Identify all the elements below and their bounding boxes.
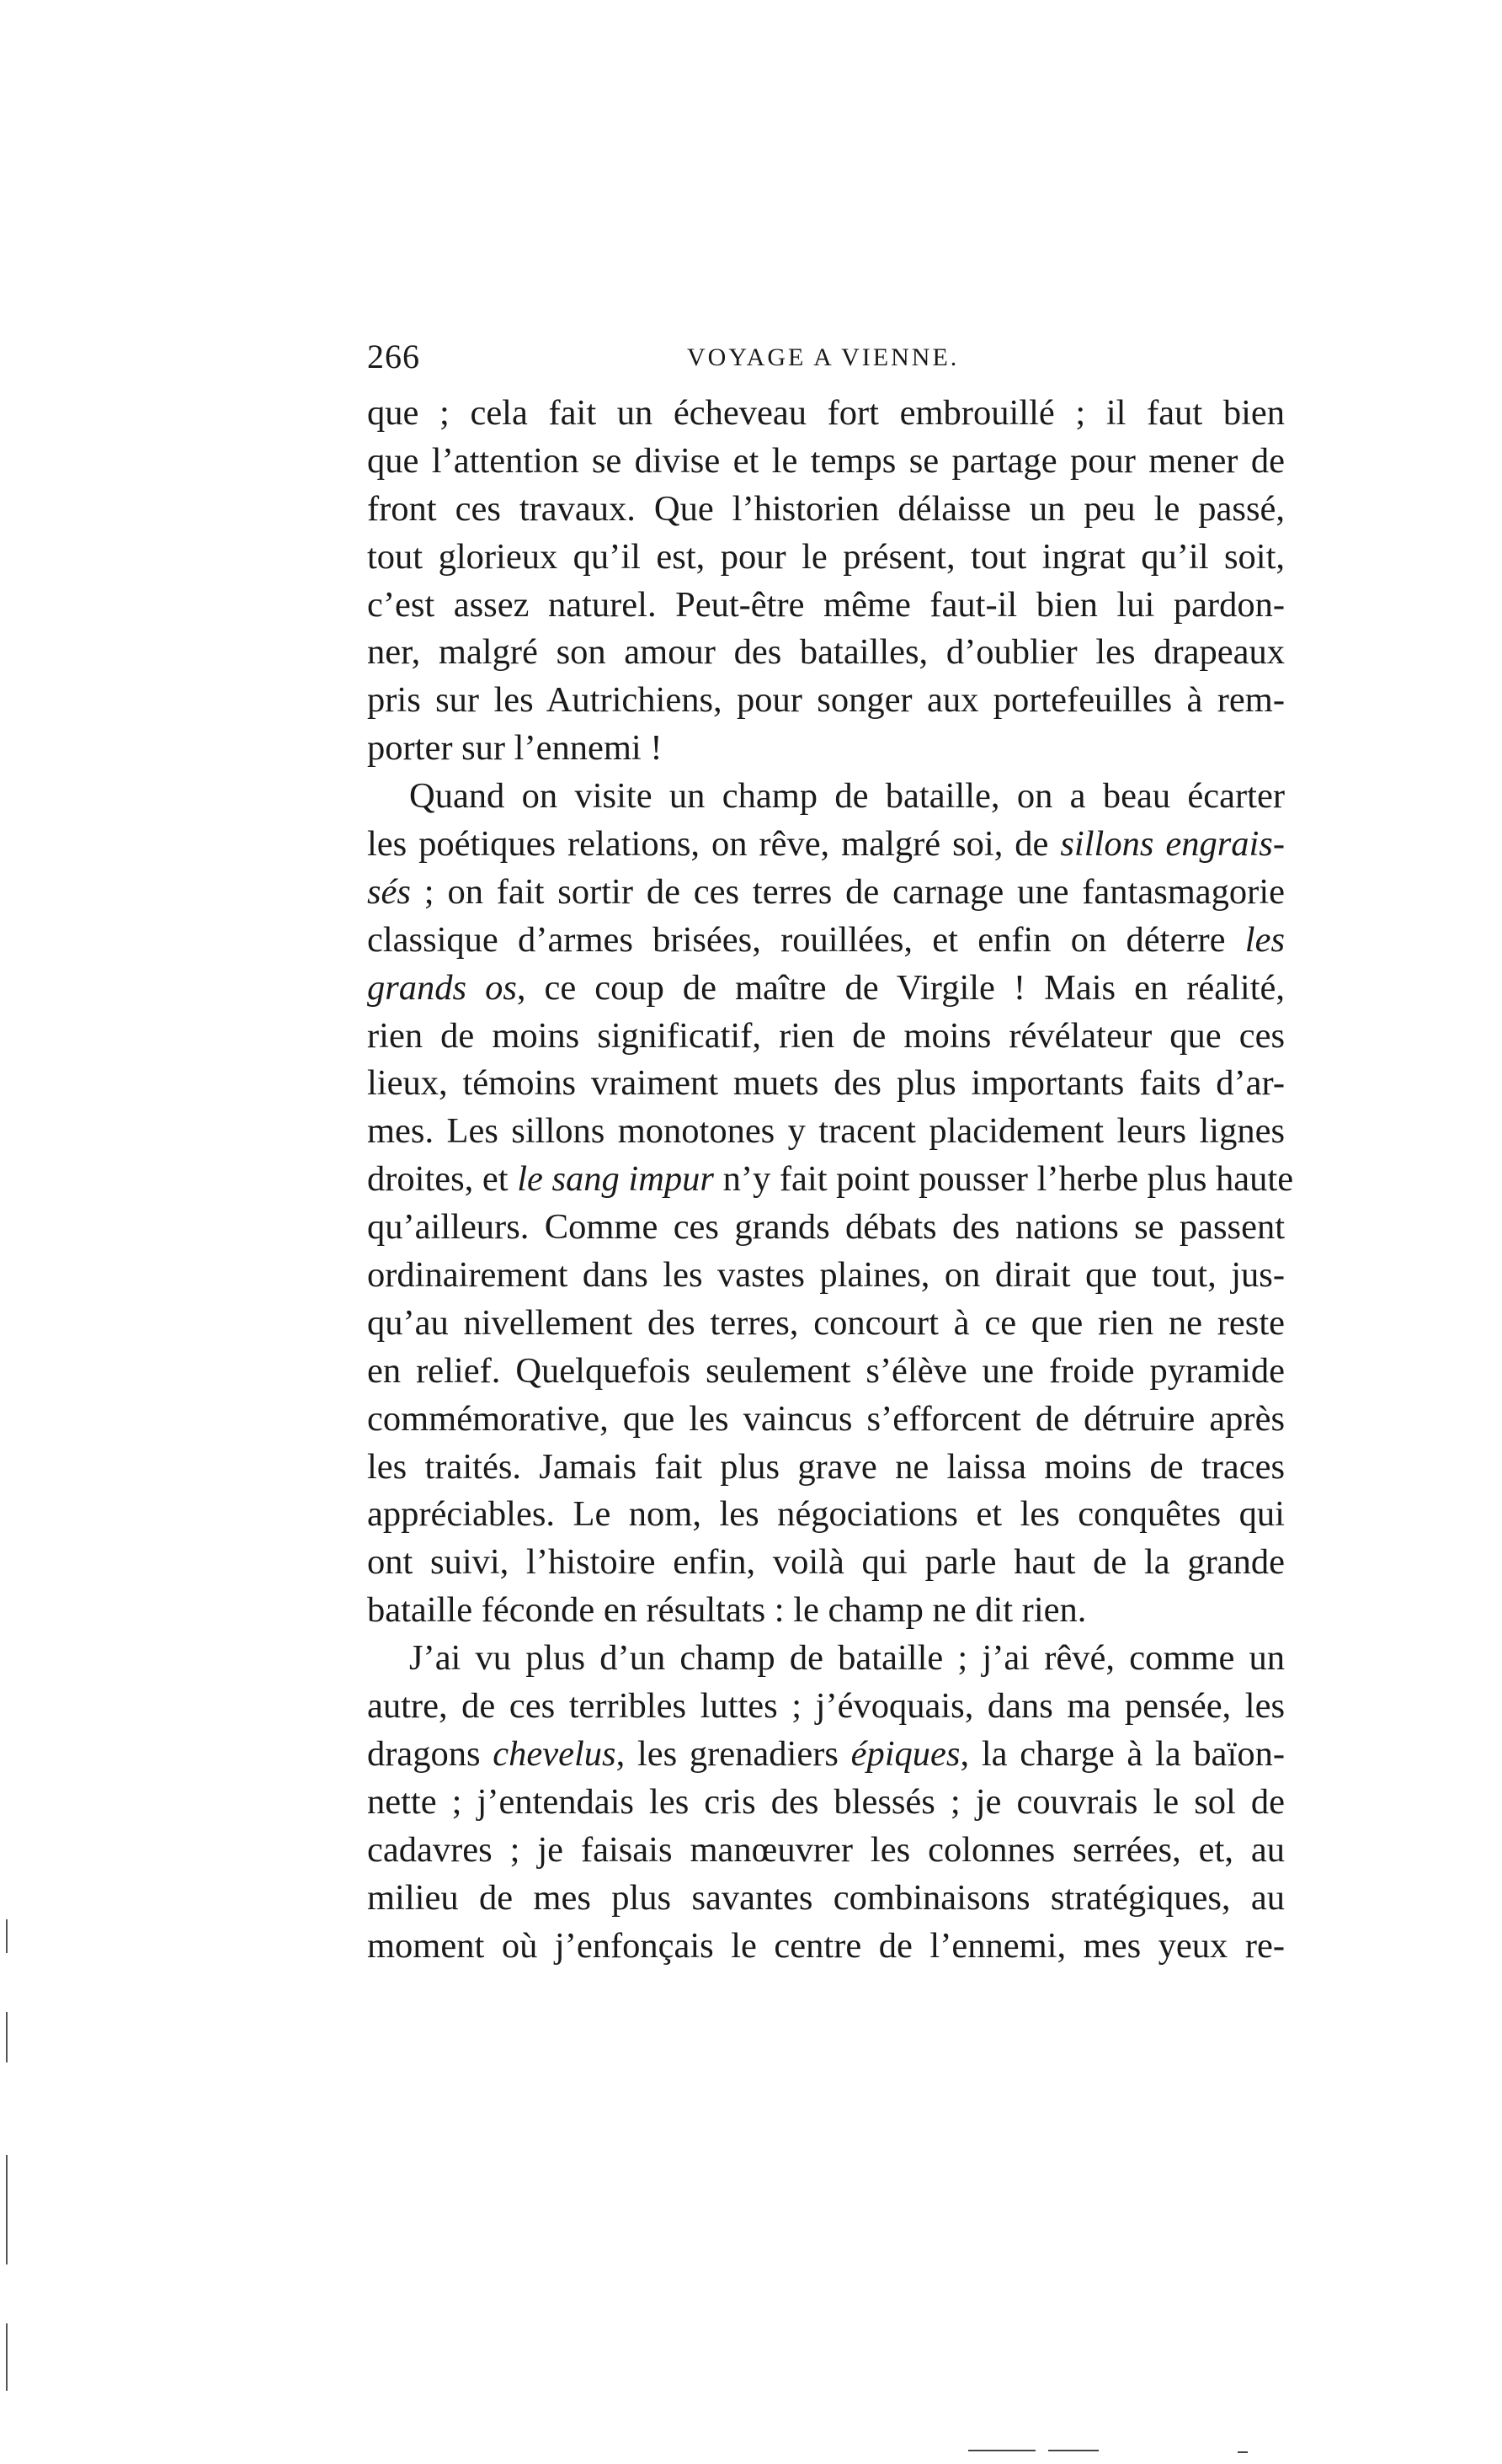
scan-margin-mark — [6, 2155, 8, 2264]
text-line: J’ai vu plus d’un champ de bataille ; j’ai rêvé, comme un — [409, 1638, 1285, 1679]
text-line: appréciables. Le nom, les négociations et les conquêtes qui — [367, 1494, 1285, 1535]
body-text — [367, 390, 1294, 1970]
running-title: VOYAGE A VIENNE. — [687, 343, 960, 371]
text-line: lieux, témoins vraiment muets des plus importants faits d’ar- — [367, 1063, 1285, 1104]
page-header — [367, 337, 1285, 384]
text-line: que l’attention se divise et le temps se partage pour mener de — [367, 440, 1285, 481]
text-line: sés ; on fait sortir de ces terres de carnage une fantasmagorie — [367, 871, 1285, 912]
text-line: ordinairement dans les vastes plaines, on dirait que tout, jus- — [367, 1255, 1285, 1296]
scan-bottom-rule — [1048, 2450, 1099, 2451]
scan-margin-mark — [6, 2012, 8, 2062]
text-line: front ces travaux. Que l’historien délaisse un peu le passé, — [367, 488, 1285, 529]
page-number: 266 — [367, 338, 420, 375]
text-line: commémorative, que les vaincus s’efforcent de détruire après — [367, 1398, 1285, 1439]
text-line: pris sur les Autrichiens, pour songer aux portefeuilles à rem- — [367, 680, 1285, 721]
text-line: milieu de mes plus savantes combinaisons stratégiques, au — [367, 1877, 1285, 1918]
text-line: dragons chevelus, les grenadiers épiques, la charge à la baïon- — [367, 1733, 1285, 1774]
text-line: que ; cela fait un écheveau fort embrouillé ; il faut bien — [367, 393, 1285, 433]
text-line: porter sur l’ennemi ! — [367, 728, 663, 769]
text-line: les traités. Jamais fait plus grave ne laissa moins de traces — [367, 1446, 1285, 1487]
text-line: Quand on visite un champ de bataille, on a beau écarter — [409, 776, 1285, 817]
text-line: qu’au nivellement des terres, concourt à ce que rien ne reste — [367, 1302, 1285, 1343]
text-line: les poétiques relations, on rêve, malgré soi, de sillons engrais- — [367, 824, 1285, 865]
text-line: ont suivi, l’histoire enfin, voilà qui parle haut de la grande — [367, 1542, 1285, 1583]
scan-margin-mark — [6, 1919, 8, 1953]
scan-margin-mark — [6, 2323, 8, 2391]
text-line: rien de moins significatif, rien de moins révélateur que ces — [367, 1015, 1285, 1056]
text-line: classique d’armes brisées, rouillées, et enfin on déterre les — [367, 919, 1285, 960]
text-line: c’est assez naturel. Peut-être même faut-il bien lui pardon- — [367, 584, 1285, 625]
text-line: moment où j’enfonçais le centre de l’ennemi, mes yeux re- — [367, 1925, 1285, 1966]
text-line: qu’ailleurs. Comme ces grands débats des nations se passent — [367, 1207, 1285, 1248]
text-line: autre, de ces terribles luttes ; j’évoquais, dans ma pensée, les — [367, 1686, 1285, 1727]
text-line: mes. Les sillons monotones y tracent placidement leurs lignes — [367, 1111, 1285, 1152]
text-line: en relief. Quelquefois seulement s’élève une froide pyramide — [367, 1350, 1285, 1391]
scan-bottom-rule — [968, 2450, 1036, 2451]
text-line: ner, malgré son amour des batailles, d’oublier les drapeaux — [367, 632, 1285, 673]
text-line: droites, et le sang impur n’y fait point pousser l’herbe plus haute — [367, 1159, 1294, 1200]
text-line: nette ; j’entendais les cris des blessés ; je couvrais le sol de — [367, 1781, 1285, 1822]
text-line: grands os, ce coup de maître de Virgile ! Mais en réalité, — [367, 967, 1285, 1008]
scan-bottom-rule — [1238, 2451, 1248, 2453]
text-line: tout glorieux qu’il est, pour le présent, tout ingrat qu’il soit, — [367, 536, 1285, 577]
text-line: cadavres ; je faisais manœuvrer les colonnes serrées, et, au — [367, 1829, 1285, 1870]
text-line: bataille féconde en résultats : le champ ne dit rien. — [367, 1590, 1087, 1631]
